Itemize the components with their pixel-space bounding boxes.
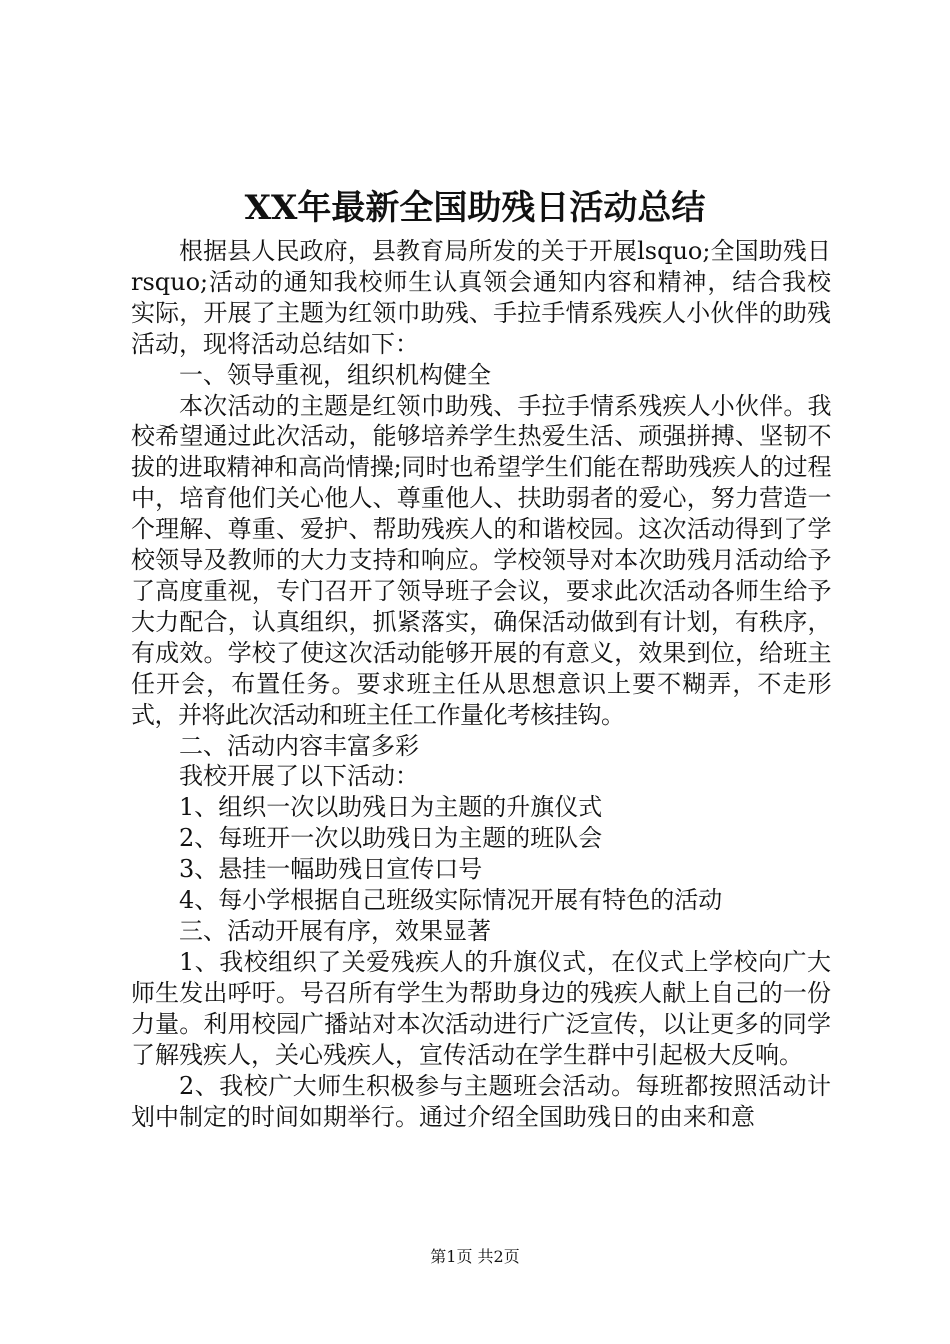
paragraph-result-1: 1、我校组织了关爱残疾人的升旗仪式，在仪式上学校向广大师生发出呼吁。号召所有学生为帮助身边的残疾人献上自己的一份力量。利用校园广播站对本次活动进行广泛宣传，以让更多的同学了解残疾人，关心残疾人，宣传活动在学生群中引起极大反响。 [131, 947, 831, 1069]
paragraph-section-1: 本次活动的主题是红领巾助残、手拉手情系残疾人小伙伴。我校希望通过此次活动，能够培养学生热爱生活、顽强拼搏、坚韧不拔的进取精神和高尚情操;同时也希望学生们能在帮助残疾人的过程中，培育他们关心他人、尊重他人、扶助弱者的爱心，努力营造一个理解、尊重、爱护、帮助残疾人的和谐校园。这次活动得到了学校领导及教师的大力支持和响应。学校领导对本次助残月活动给予了高度重视，专门召开了领导班子会议，要求此次活动各师生给予大力配合，认真组织，抓紧落实，确保活动做到有计划，有秩序，有成效。学校了使这次活动能够开展的有意义，效果到位，给班主任开会，布置任务。要求班主任从思想意识上要不糊弄，不走形式，并将此次活动和班主任工作量化考核挂钩。 [131, 391, 831, 729]
section-heading-3: 三、活动开展有序，效果显著 [179, 916, 491, 945]
paragraph-activities-intro: 我校开展了以下活动： [179, 762, 419, 791]
list-item-activity-4: 4、每小学根据自己班级实际情况开展有特色的活动 [179, 886, 723, 915]
page-footer: 第1页 共2页 [430, 1247, 520, 1266]
section-heading-1: 一、领导重视，组织机构健全 [179, 360, 491, 389]
paragraph-intro: 根据县人民政府，县教育局所发的关于开展lsquo;全国助残日rsquo;活动的通知我校师生认真领会通知内容和精神，结合我校实际，开展了主题为红领巾助残、手拉手情系残疾人小伙伴的助残活动，现将活动总结如下： [131, 237, 831, 358]
document-title: XX年最新全国助残日活动总结 [244, 188, 706, 228]
document-body [131, 236, 831, 1133]
list-item-activity-3: 3、悬挂一幅助残日宣传口号 [179, 855, 483, 884]
list-item-activity-1: 1、组织一次以助残日为主题的升旗仪式 [179, 793, 603, 822]
paragraph-result-2: 2、我校广大师生积极参与主题班会活动。每班都按照活动计划中制定的时间如期举行。通过介绍全国助残日的由来和意 [131, 1072, 831, 1132]
section-heading-2: 二、活动内容丰富多彩 [179, 731, 419, 760]
list-item-activity-2: 2、每班开一次以助残日为主题的班队会 [179, 824, 603, 853]
